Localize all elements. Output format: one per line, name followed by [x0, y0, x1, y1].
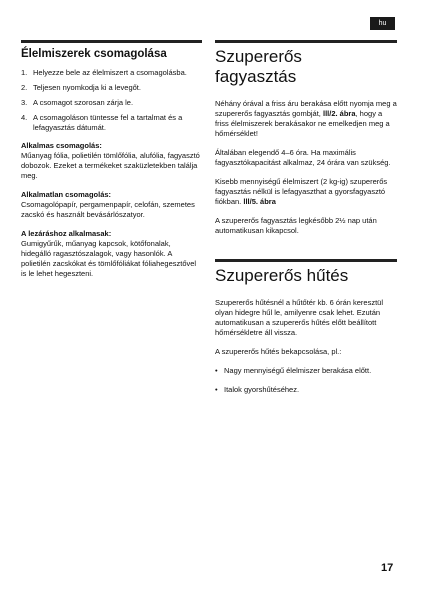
super-cool-para-2: A szupererős hűtés bekapcsolása, pl.:	[215, 347, 342, 356]
super-cool-para-1: Szupererős hűtésnél a hűtőtér kb. 6 órán keresztül olyan hidegre hűl le, amilyenre csak lehet. Ezután automatikusan a szupererős hűtés előtt beállított hőmérsékletre áll vissza.	[215, 298, 384, 337]
language-tab: hu	[370, 17, 395, 30]
page-number: 17	[381, 562, 394, 574]
closures-heading: A lezáráshoz alkalmasak:	[21, 229, 112, 238]
step-number: 3.	[21, 98, 28, 107]
figure-reference: lll/5. ábra	[243, 197, 276, 206]
text-run: , hogy a friss élelmiszerek berakásakor ne emelkedjen meg a hőmérséklet!	[215, 109, 390, 138]
unsuitable-packaging	[21, 190, 202, 220]
list-item: • Nagy mennyiségű élelmiszer berakása előtt.	[215, 366, 397, 376]
text-run: Kisebb mennyiségű élelmiszert (2 kg-ig) szupererős fagyasztás nélkül is lefagyaszthat a gyorsfagyasztó fiókban.	[215, 177, 388, 206]
step-text: Helyezze bele az élelmiszert a csomagolásba.	[33, 68, 187, 77]
super-freeze-title-line2: fagyasztás	[215, 67, 297, 86]
super-cool-list	[215, 366, 397, 395]
super-freeze-para-2: Általában elegendő 4–6 óra. Ha maximális fagyasztókapacitást alkalmaz, 24 órára van szükség.	[215, 148, 391, 167]
step-item	[21, 68, 202, 78]
step-number: 1.	[21, 68, 28, 77]
step-item	[21, 113, 202, 133]
packaging-steps	[21, 68, 202, 133]
unsuitable-heading: Alkalmatlan csomagolás:	[21, 190, 112, 199]
super-cool-heading: Szupererős hűtés	[215, 266, 349, 285]
step-number: 4.	[21, 113, 28, 122]
closures-text: Gumigyűrűk, műanyag kapcsok, kötőfonalak, hidegálló ragasztószalagok, vagy hasonlók. A polietilén zacskókat és tömlőfóliákat fóliahegesztővel is le lehet hegeszteni.	[21, 239, 197, 278]
step-number: 2.	[21, 83, 28, 92]
suitable-text: Műanyag fólia, polietilén tömlőfólia, alufólia, fagyasztó dobozok. Ezeket a termékeket szaküzletekben találja meg.	[21, 151, 200, 180]
step-text: A csomagoláson tüntesse fel a tartalmat és a lefagyasztás dátumát.	[33, 113, 183, 132]
section-rule	[21, 40, 202, 43]
step-item	[21, 98, 202, 108]
section-rule	[215, 40, 397, 43]
suitable-heading: Alkalmas csomagolás:	[21, 141, 102, 150]
unsuitable-text: Csomagolópapír, pergamenpapír, celofán, szemetes zacskó és használt bevásárlószatyor.	[21, 200, 195, 219]
closures	[21, 229, 202, 279]
packaging-heading: Élelmiszerek csomagolása	[21, 48, 167, 60]
section-rule	[215, 259, 397, 262]
list-item: • Italok gyorshűtéséhez.	[215, 385, 397, 395]
super-freeze-para-3	[215, 177, 397, 207]
step-item	[21, 83, 202, 93]
step-text: Teljesen nyomkodja ki a levegőt.	[33, 83, 141, 92]
left-column	[21, 40, 202, 288]
super-freeze-para-1	[215, 99, 397, 139]
super-freeze-heading	[215, 47, 397, 87]
right-column	[215, 40, 397, 404]
suitable-packaging	[21, 141, 202, 181]
super-freeze-title-line1: Szupererős	[215, 47, 302, 66]
figure-reference: lll/2. ábra	[322, 109, 356, 118]
step-text: A csomagot szorosan zárja le.	[33, 98, 134, 107]
super-freeze-para-4: A szupererős fagyasztás legkésőbb 2½ nap után automatikusan kikapcsol.	[215, 216, 377, 235]
text-run: Néhány órával a friss áru berakása előtt nyomja meg a szupererős fagyasztás gombját,	[215, 99, 397, 118]
